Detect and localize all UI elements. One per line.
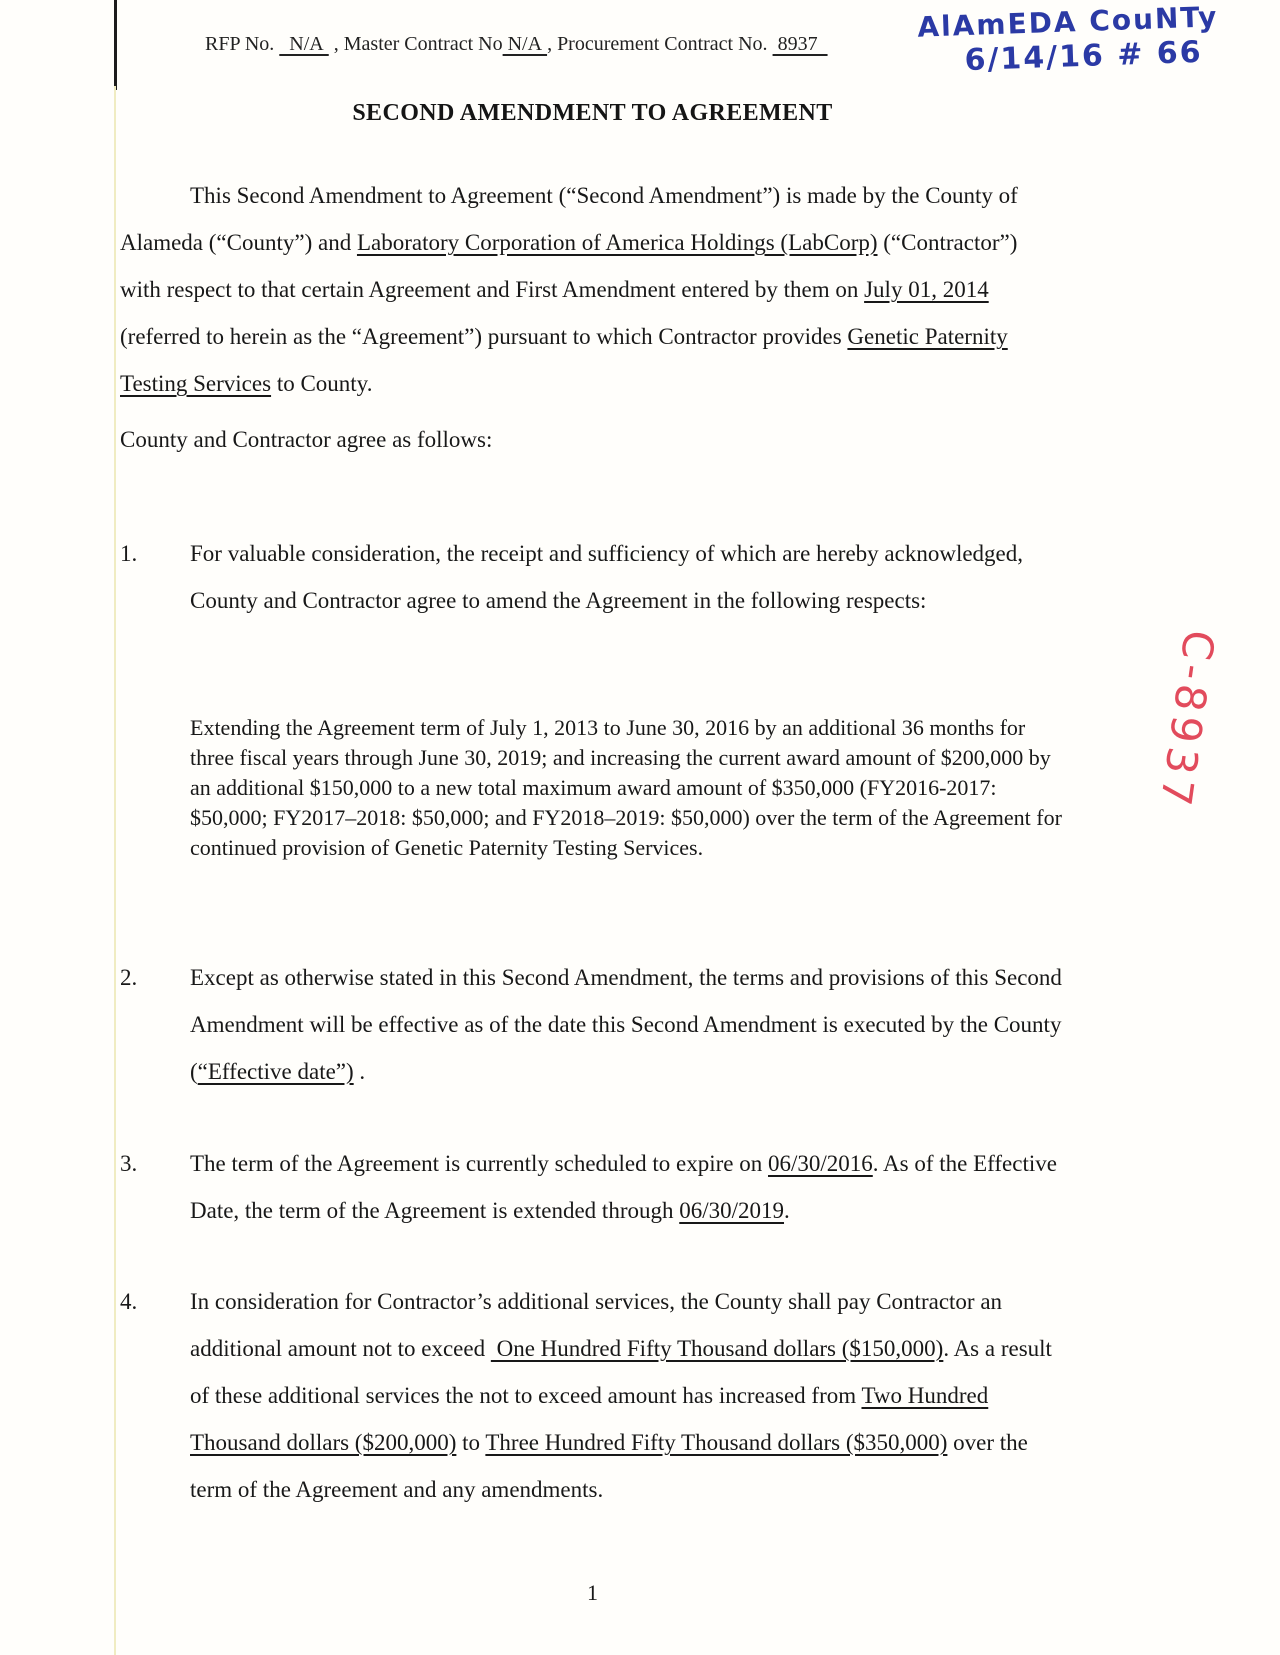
item3-text: . As of the Effective Date, the term of the Agreement is extended through (190, 1151, 1057, 1223)
list-item-2 (120, 954, 1065, 1095)
agreement-lead-line: County and Contractor agree as follows: (120, 427, 493, 452)
list-item-4 (120, 1278, 1065, 1513)
procurement-contract-no-value: 8937 (772, 33, 828, 55)
effective-date-underlined: “Effective date”) (197, 1059, 354, 1084)
intro-text: (“Contractor”) with respect to that certain Agreement and First Amendment entered by them on (120, 230, 1018, 302)
intro-text: (referred to herein as the “Agreement”) pursuant to which Contractor provides (120, 324, 848, 349)
scan-artifact-edge-line (114, 86, 116, 1655)
item-number: 2. (120, 965, 138, 990)
item-number: 4. (120, 1289, 138, 1314)
handwritten-stamp (916, 0, 1219, 78)
item2-text: Except as otherwise stated in this Second Amendment, the terms and provisions of this Second Amendment will be effective as of the date this Second Amendment is executed by the County ( (190, 965, 1062, 1084)
services-name-underlined: Genetic Paternity Testing Services (120, 324, 1008, 396)
intro-text: to County. (271, 371, 373, 396)
contract-header-line (205, 33, 985, 56)
intro-text: This Second Amendment to Agreement (“Second Amendment”) is made by the County of Alameda (“County”) and (120, 183, 1018, 255)
item-text (190, 954, 1065, 1095)
item3-text: The term of the Agreement is currently scheduled to expire on (190, 1151, 768, 1176)
item2-text: . (353, 1059, 366, 1084)
item-number: 3. (120, 1151, 138, 1176)
amendment-block-paragraph: Extending the Agreement term of July 1, 2013 to June 30, 2016 by an additional 36 months for three fiscal years through June 30, 2019; and increasing the current award amount of $200,000 by an additional $150,000 to a new total maximum award amount of $350,000 (FY2016-2017: $50,000; FY2017–2018: $50,000; and FY2018–2019: $50,000) over the term of the Agreement for continued provision of Genetic Paternity Testing Services. (190, 715, 1062, 860)
item-text (190, 1278, 1065, 1513)
item-number: 1. (120, 541, 138, 566)
item4-text: over the term of the Agreement and any amendments. (190, 1430, 1028, 1502)
new-amount-underlined: Three Hundred Fifty Thousand dollars ($350,000) (485, 1430, 948, 1455)
item-text (190, 1140, 1065, 1234)
stamp-date-number: 6/14/16 # 66 (964, 34, 1204, 78)
list-item-1 (120, 530, 1065, 624)
master-contract-no-value: N/A (502, 33, 548, 55)
additional-amount-underlined: One Hundred Fifty Thousand dollars ($150,000) (490, 1336, 944, 1361)
stamp-county-name: AlAmEDA CouNTy (916, 0, 1219, 44)
page-title: SECOND AMENDMENT TO AGREEMENT (352, 100, 833, 126)
previous-amount-underlined: Two Hundred Thousand dollars ($200,000) (190, 1383, 989, 1455)
header-text: , Master Contract No (328, 33, 503, 55)
handwritten-contract-code: C-8937 (1150, 627, 1224, 814)
list-item-3 (120, 1140, 1065, 1234)
contractor-name-underlined: Laboratory Corporation of America Holdings (LabCorp) (356, 230, 878, 255)
extended-date-underlined: 06/30/2019 (679, 1198, 785, 1223)
page-number: 1 (587, 1580, 598, 1605)
agreement-date-underlined: July 01, 2014 (864, 277, 989, 302)
item4-text: to (456, 1430, 486, 1455)
header-text: RFP No. (205, 33, 280, 55)
header-text: , Procurement Contract No. (547, 33, 773, 55)
scan-artifact-edge-dark (114, 0, 117, 90)
rfp-no-value: N/A (279, 33, 329, 55)
item3-text: . (784, 1198, 790, 1223)
item4-text: In consideration for Contractor’s additional services, the County shall pay Contractor an additional amount not to exceed (190, 1289, 1003, 1361)
item4-text: . As a result of these additional services the not to exceed amount has increased from (190, 1336, 1052, 1408)
expire-date-underlined: 06/30/2016 (768, 1151, 873, 1176)
item-text: For valuable consideration, the receipt and sufficiency of which are hereby acknowledged, County and Contractor agree to amend the Agreement in the following respects: (190, 541, 1023, 613)
intro-paragraph (120, 172, 1060, 407)
